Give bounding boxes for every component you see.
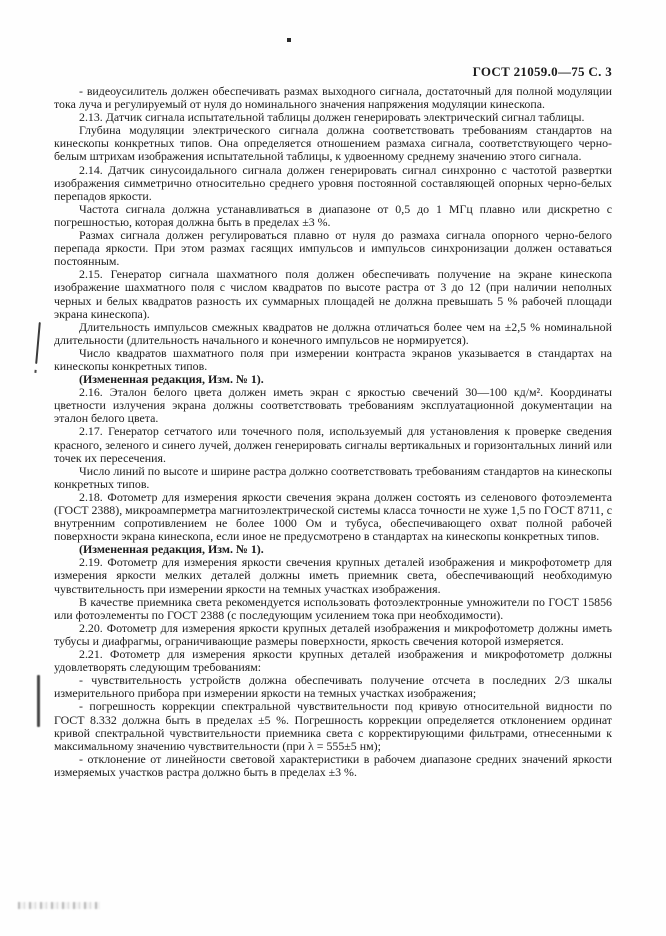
margin-pen-mark bbox=[35, 322, 41, 364]
paragraph: Частота сигнала должна устанавливаться в диапазоне от 0,5 до 1 МГц плавно или дискретно с погрешностью, которая должна быть в пределах ±3 %. bbox=[54, 201, 612, 229]
page-header: ГОСТ 21059.0—75 С. 3 bbox=[472, 64, 612, 79]
paragraph: 2.21. Фотометр для измерения яркости крупных деталей изображения и микрофотометр должны удовлетворять следующим требованиям: bbox=[54, 647, 612, 675]
paragraph: Длительность импульсов смежных квадратов не должна отличаться более чем на ±2,5 % номинальной длительности (длительность начального и конечного импульсов не нормируется). bbox=[54, 319, 612, 347]
scan-speck bbox=[287, 38, 291, 42]
document-body bbox=[54, 85, 612, 779]
paragraph: 2.14. Датчик синусоидального сигнала должен генерировать сигнал синхронно с частотой развертки изображения симметрично относительно среднего уровня постоянной составляющей опорных черно-белых перепадов яркости. bbox=[54, 162, 612, 203]
paragraph: - видеоусилитель должен обеспечивать размах выходного сигнала, достаточный для полной модуляции тока луча и регулируемый от нуля до номинального значения напряжения модуляции кинескопа. bbox=[54, 84, 612, 112]
paragraph: 2.20. Фотометр для измерения яркости крупных деталей изображения и микрофотометр должны иметь тубусы и диафрагмы, ограничивающие размеры поверхности, яркость свечения которой измеряется. bbox=[54, 620, 612, 648]
margin-pen-mark bbox=[37, 675, 40, 727]
paragraph: - погрешность коррекции спектральной чувствительности под кривую относительной видности по ГОСТ 8.332 должна быть в пределах ±5 %. Погрешность коррекции определяется отклонением ординат кривой спектральной чувствительности приемника света с корректирующими фильтрами, отнесенными к максимальному значению чувствительности (при λ = 555±5 нм); bbox=[54, 699, 612, 753]
paragraph: В качестве приемника света рекомендуется использовать фотоэлектронные умножители по ГОСТ 15856 или фотоэлементы по ГОСТ 2388 (с последующим усилением тока при необходимости). bbox=[54, 594, 612, 622]
paragraph: 2.16. Эталон белого цвета должен иметь экран с яркостью свечений 30—100 кд/м². Координаты цветности излучения экрана должны соответствовать требованиям эксплуатационной документации на эталон белого цвета. bbox=[54, 385, 612, 426]
paragraph: Число квадратов шахматного поля при измерении контраста экранов указывается в стандартах на кинескопы конкретных типов. bbox=[54, 345, 612, 373]
paragraph: 2.18. Фотометр для измерения яркости свечения экрана должен состоять из селенового фотоэлемента (ГОСТ 2388), микроамперметра магнитоэлектрической системы класса точности не хуже 1,5 по ГОСТ 8711, с внутренним сопротивлением не более 1000 Ом и тубуса, обеспечивающего охват полной рабочей поверхности экрана кинескопа, если иное не предусмотрено в стандартах на кинескопы конкретных типов. bbox=[54, 489, 612, 544]
amendment-note: (Измененная редакция, Изм. № 1). bbox=[79, 542, 264, 557]
paragraph: 2.17. Генератор сетчатого или точечного поля, используемый для установления к проверке сведения красного, зеленого и синего лучей, должен генерировать сигналы вертикальных и горизонтальных линий или точек их пересечения. bbox=[54, 424, 612, 465]
amendment-note: (Измененная редакция, Изм. № 1). bbox=[79, 372, 264, 387]
paragraph: 2.15. Генератор сигнала шахматного поля должен обеспечивать получение на экране кинескопа изображение шахматного поля с числом квадратов по высоте растра от 3 до 12 (при наличии неполных черных и белых квадратов разность их суммарных площадей не должна превышать 5 % рабочей площади экрана кинескопа). bbox=[54, 267, 612, 321]
footer-smudge bbox=[18, 902, 100, 909]
paragraph: Размах сигнала должен регулироваться плавно от нуля до размаха сигнала опорного черно-белого перепада яркости. При этом размах гасящих импульсов и импульсов синхронизации должен оставаться постоянным. bbox=[54, 228, 612, 269]
paragraph: 2.13. Датчик сигнала испытательной таблицы должен генерировать электрический сигнал таблицы. bbox=[79, 110, 585, 125]
paragraph: Глубина модуляции электрического сигнала должна соответствовать требованиям стандартов на кинескопы конкретных типов. Она определяется отношением размаха сигнала, соответствующего черно-белым штрихам изображения испытательной таблицы, к удвоенному среднему значению этого сигнала. bbox=[54, 123, 612, 164]
paragraph: Число линий по высоте и ширине растра должно соответствовать требованиям стандартов на кинескопы конкретных типов. bbox=[54, 463, 612, 491]
paragraph: - отклонение от линейности световой характеристики в рабочем диапазоне средних значений яркости измеряемых участков растра должно быть в пределах ±3 %. bbox=[54, 751, 612, 779]
paragraph: - чувствительность устройств должна обеспечивать получение отсчета в последних 2/3 шкалы измерительного прибора при измерении яркости на темных участках изображения; bbox=[54, 673, 612, 701]
paragraph: 2.19. Фотометр для измерения яркости свечения крупных деталей изображения и микрофотометр для измерения яркости мелких деталей должны иметь приемник света, обеспечивающий необходимую чувствительность при измерении яркости на темных участках изображения. bbox=[54, 555, 612, 596]
